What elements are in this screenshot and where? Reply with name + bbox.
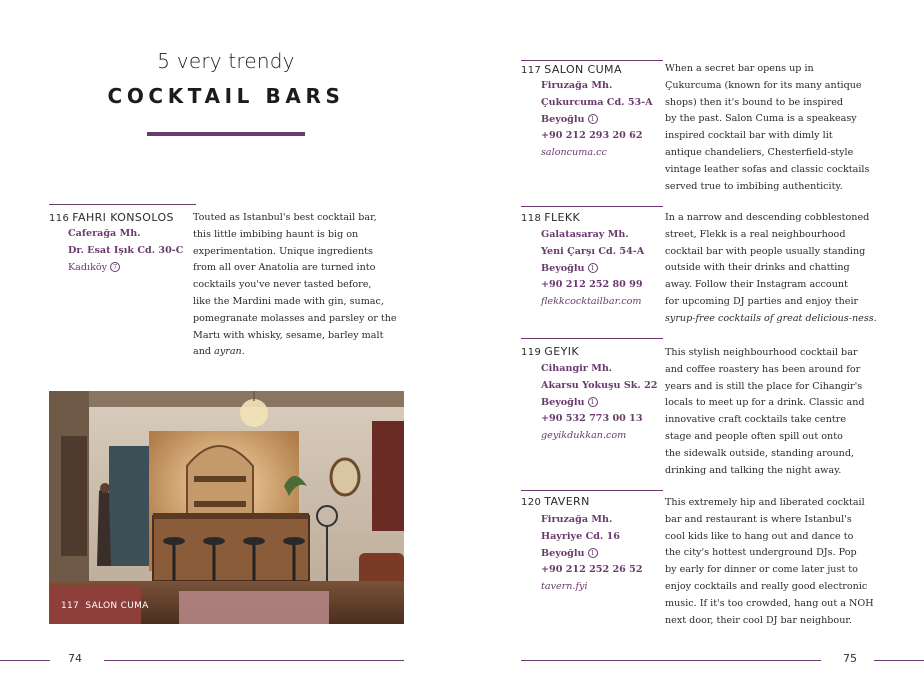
desc-line: stage and people often spill out onto [665, 430, 843, 442]
entry-heading [521, 211, 580, 224]
phone-number: +90 212 293 20 62 [541, 130, 643, 142]
entry-heading [521, 63, 622, 76]
desc-line: shops) then it's bound to be inspired [665, 96, 844, 108]
address-neighbourhood: Galatasaray Mh. [541, 229, 629, 240]
map-marker-icon: 1 [588, 548, 598, 558]
entry-separator [521, 490, 663, 491]
address-district: Beyoğlu [541, 113, 585, 125]
desc-line: drinking and talking the night away. [665, 464, 842, 476]
entry-separator [521, 60, 663, 61]
address-street: Akarsu Yokuşu Sk. 22 [541, 379, 658, 391]
salon-cuma-interior-image [49, 391, 404, 624]
entry-description [665, 210, 877, 328]
page-title: COCKTAIL BARS [107, 84, 345, 108]
entry-name: FAHRI KONSOLOS [72, 211, 174, 224]
address-neighbourhood: Firuzağa Mh. [541, 514, 613, 525]
desc-line: next door, their cool DJ bar neighbour. [665, 614, 852, 626]
website-link[interactable]: tavern.fyi [541, 581, 588, 593]
map-marker-icon: 1 [588, 114, 598, 124]
address-district: Kadıköy [68, 261, 108, 273]
entry-number: 116 [49, 213, 70, 224]
desc-line: inspired cocktail bar with dimly lit [665, 130, 833, 142]
address-street: Hayriye Cd. 16 [541, 530, 620, 542]
address-street: Yeni Çarşı Cd. 54-A [541, 245, 645, 257]
entry-heading [49, 211, 174, 224]
footer-rule [521, 660, 821, 661]
desc-line: this little imbibing haunt is big on [193, 228, 359, 240]
desc-line: antique chandeliers, Chesterfield-style [665, 146, 854, 158]
desc-line: for upcoming DJ parties and enjoy their [665, 295, 859, 307]
desc-line: like the Mardini made with gin, sumac, [193, 295, 384, 307]
phone-number: +90 532 773 00 13 [541, 413, 643, 425]
desc-line: and coffee roastery has been around for [665, 363, 861, 375]
desc-line: by the past. Salon Cuma is a speakeasy [665, 113, 857, 125]
address-neighbourhood: Firuzağa Mh. [541, 80, 613, 91]
entry-number: 118 [521, 213, 542, 224]
website-link[interactable]: geyikdukkan.com [541, 430, 627, 442]
desc-line: cool kids like to hang out and dance to [665, 530, 854, 542]
entry-address [541, 78, 653, 162]
desc-line: years and is still the place for Cihangir's [665, 380, 863, 392]
desc-line: from all over Anatolia are turned into [193, 262, 376, 274]
website-link[interactable]: saloncuma.cc [541, 147, 607, 159]
desc-italic-word: ayran [214, 346, 242, 358]
entry-description [665, 345, 865, 479]
desc-line: away. Follow their Instagram account [665, 279, 848, 291]
page-subtitle: 5 very trendy [157, 49, 295, 73]
caption-name: SALON CUMA [85, 601, 149, 611]
entry-number: 119 [521, 347, 542, 358]
page-number-left: 74 [68, 652, 82, 665]
desc-line: bar and restaurant is where Istanbul's [665, 513, 852, 525]
entry-number: 120 [521, 497, 542, 508]
footer-rule [0, 660, 50, 661]
desc-line: the city's hottest underground DJs. Pop [665, 547, 857, 559]
phone-number: +90 212 252 26 52 [541, 564, 643, 576]
desc-line: the sidewalk outside, standing around, [665, 447, 855, 459]
entry-separator [49, 204, 196, 205]
entry-heading [521, 345, 579, 358]
bar-photo [49, 391, 404, 624]
entry-separator [521, 206, 663, 207]
desc-line: Martı with whisky, sesame, barley malt [193, 329, 384, 341]
footer-rule [104, 660, 404, 661]
desc-line: syrup-free cocktails of great delicious-ness. [665, 312, 877, 324]
address-neighbourhood: Caferağa Mh. [68, 228, 141, 239]
desc-line: This extremely hip and liberated cocktail [665, 497, 865, 508]
entry-description [665, 495, 874, 629]
phone-number: +90 212 252 80 99 [541, 279, 643, 291]
desc-line: In a narrow and descending cobblestoned [665, 212, 870, 223]
entry-name: SALON CUMA [544, 63, 622, 76]
entry-address [541, 227, 644, 311]
desc-line: vintage leather sofas and classic cocktails [665, 163, 870, 175]
desc-line: cocktails you've never tasted before, [193, 279, 372, 291]
desc-line: Touted as Istanbul's best cocktail bar, [193, 212, 377, 223]
address-neighbourhood: Cihangir Mh. [541, 363, 613, 374]
page-number-right: 75 [843, 652, 857, 665]
address-district: Beyoğlu [541, 547, 585, 559]
address-street: Çukurcuma Cd. 53-A [541, 96, 653, 108]
desc-line: by early for dinner or come later just to [665, 564, 858, 576]
desc-line: served true to imbibing authenticity. [665, 180, 843, 192]
photo-caption [61, 601, 149, 611]
address-street: Dr. Esat Işık Cd. 30-C [68, 244, 184, 256]
caption-number: 117 [61, 601, 80, 611]
footer-rule [874, 660, 924, 661]
address-district: Beyoğlu [541, 396, 585, 408]
desc-line: experimentation. Unique ingredients [193, 245, 373, 257]
desc-line: cocktail bar with people usually standing [665, 245, 866, 257]
address-district: Beyoğlu [541, 262, 585, 274]
desc-line: This stylish neighbourhood cocktail bar [665, 347, 858, 358]
map-marker-icon: 1 [588, 263, 598, 273]
desc-line: Çukurcuma (known for its many antique [665, 79, 862, 91]
entry-number: 117 [521, 65, 542, 76]
desc-line: music. If it's too crowded, hang out a NOH [665, 597, 874, 609]
desc-line: and [193, 346, 215, 358]
desc-line: innovative craft cocktails take centre [665, 414, 847, 426]
entry-separator [521, 338, 663, 339]
entry-address [541, 512, 643, 596]
map-marker-icon: 7 [110, 262, 120, 272]
entry-name: TAVERN [544, 495, 590, 508]
desc-line: When a secret bar opens up in [665, 63, 814, 74]
entry-heading [521, 495, 590, 508]
entry-address [68, 226, 183, 276]
entry-name: FLEKK [544, 211, 581, 224]
title-underline [147, 132, 305, 136]
entry-name: GEYIK [544, 345, 579, 358]
website-link[interactable]: flekkcocktailbar.com [541, 296, 642, 308]
desc-line: enjoy cocktails and really good electronic [665, 580, 868, 592]
desc-end: . [241, 346, 245, 358]
desc-line: pomegranate molasses and parsley or the [193, 312, 397, 324]
entry-address [541, 361, 657, 445]
desc-line: outside with their drinks and chatting [665, 262, 850, 274]
entry-description [665, 61, 869, 195]
desc-line: street, Flekk is a real neighbourhood [665, 228, 846, 240]
desc-line: locals to meet up for a drink. Classic and [665, 397, 865, 409]
entry-description [193, 210, 397, 361]
map-marker-icon: 1 [588, 397, 598, 407]
